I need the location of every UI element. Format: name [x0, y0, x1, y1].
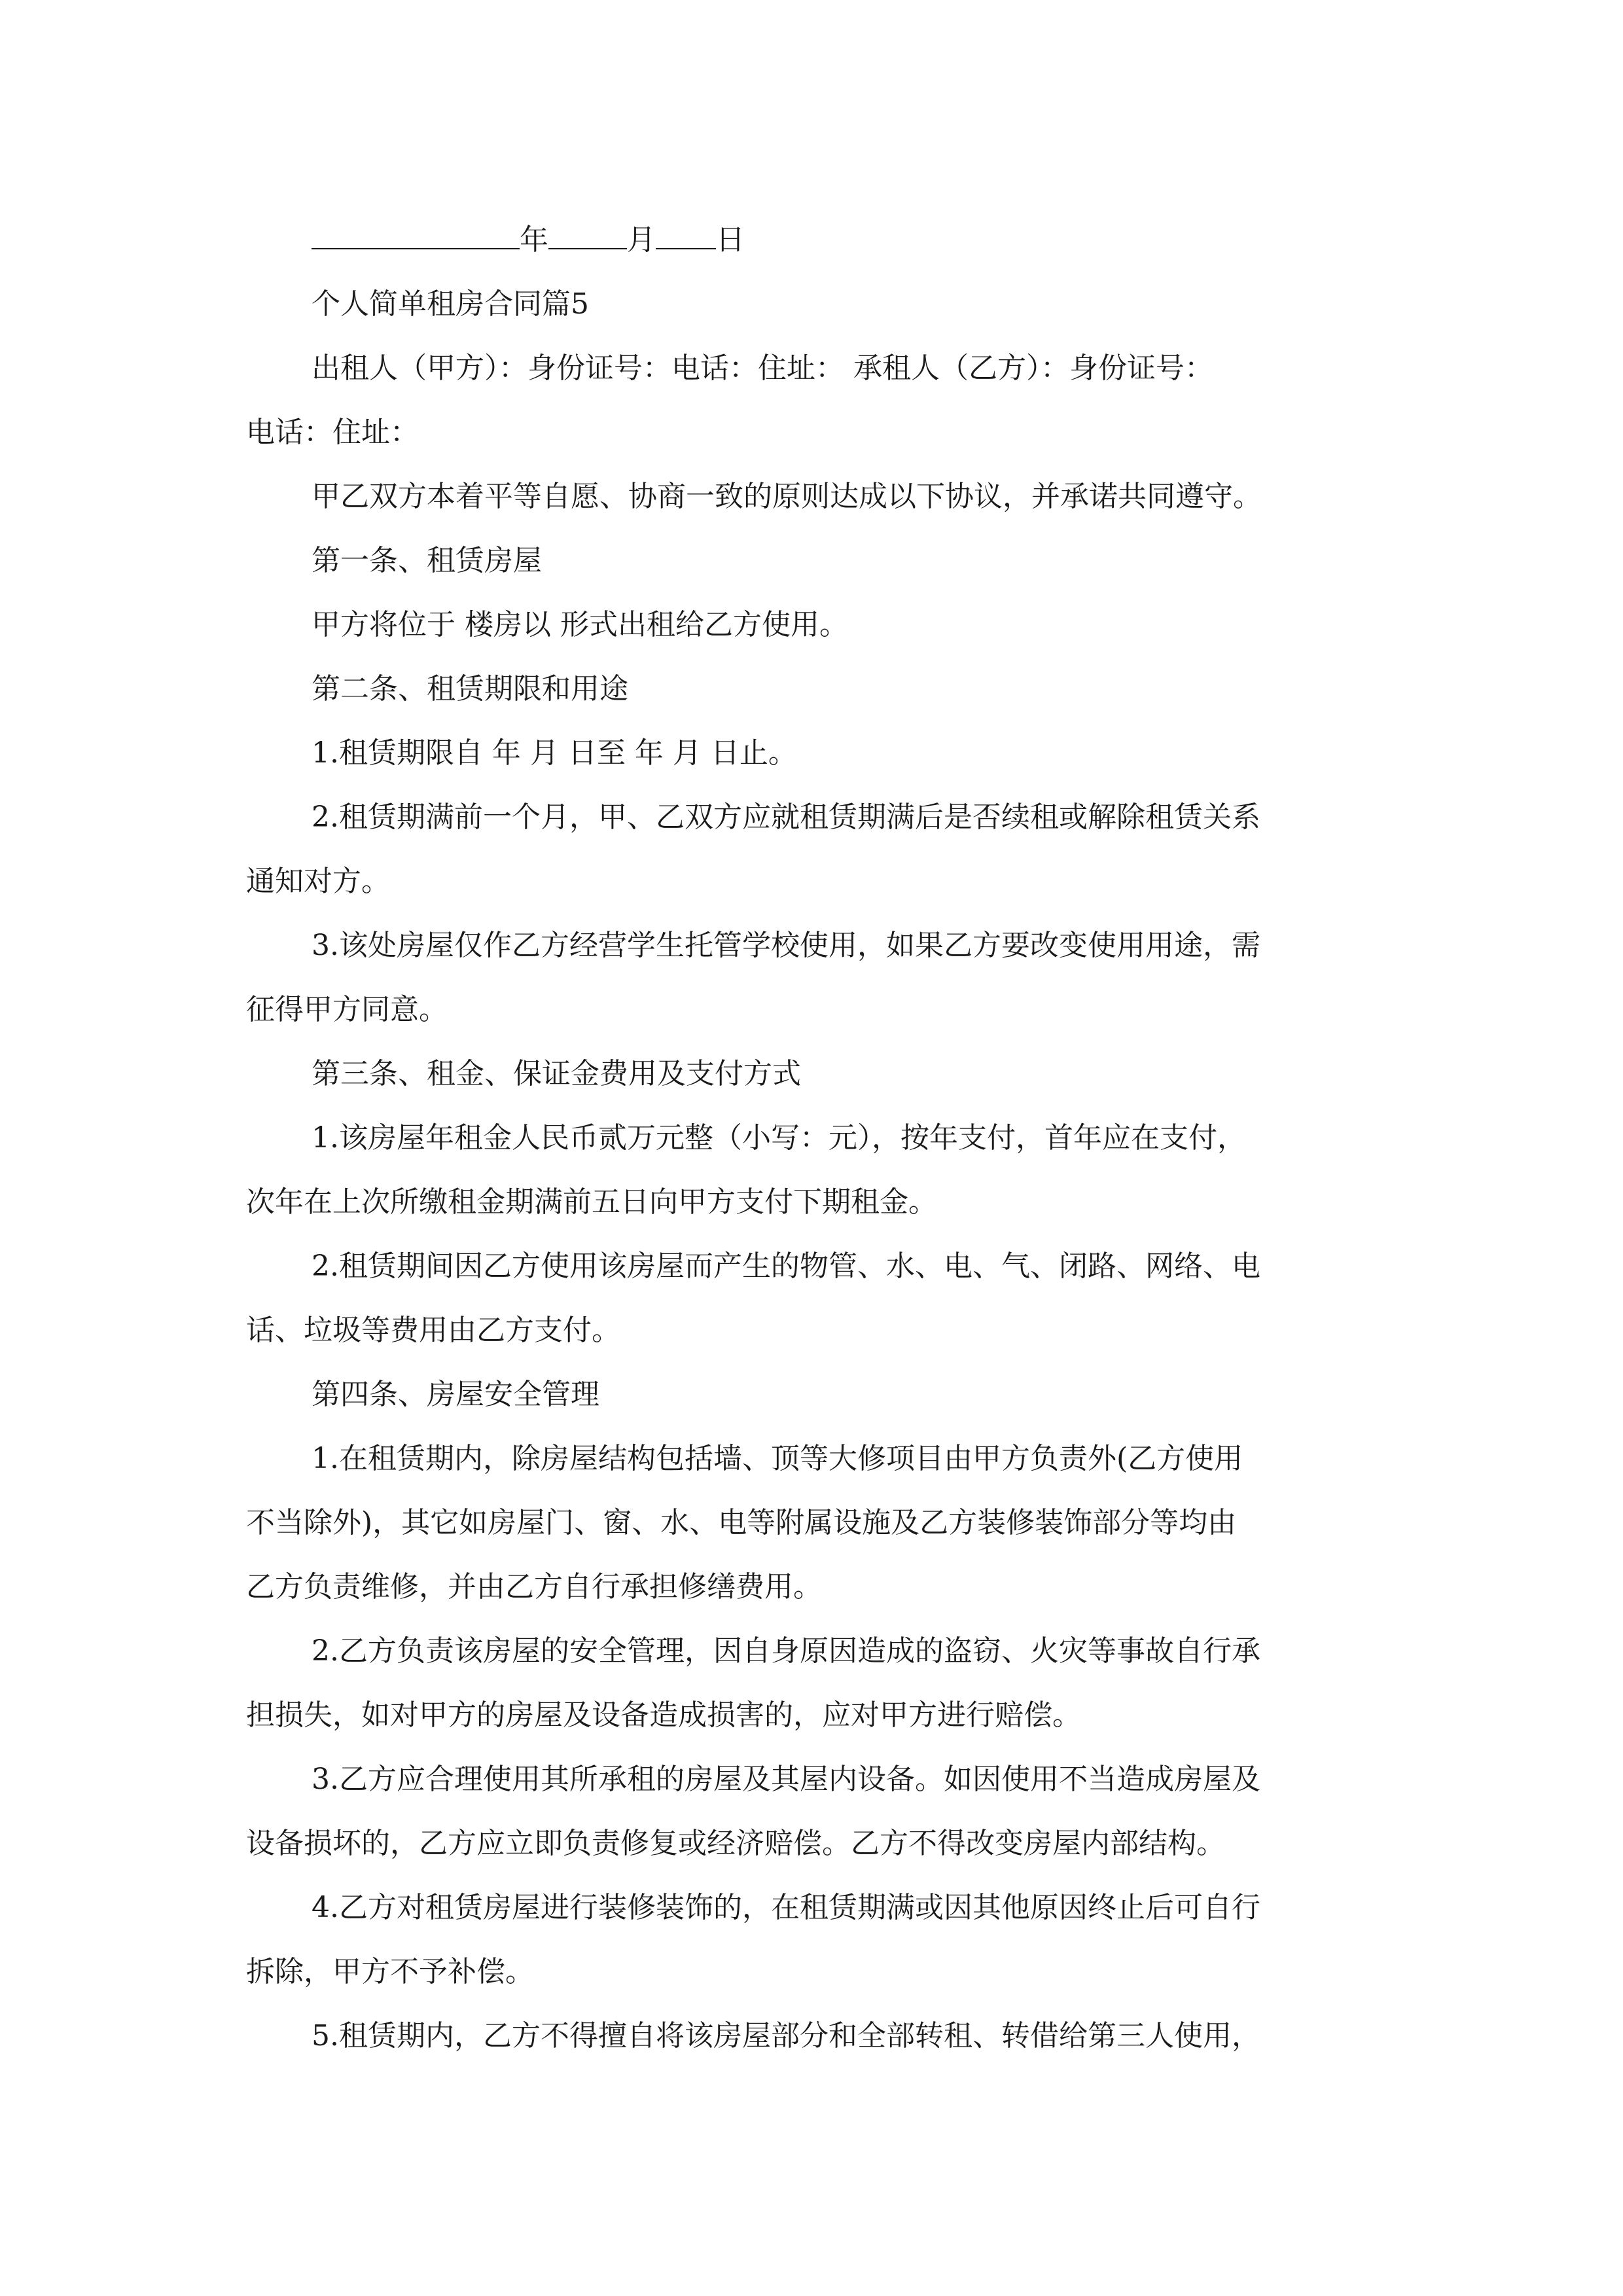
article-3-item-1-cont: 次年在上次所缴租金期满前五日向甲方支付下期租金。	[246, 1185, 937, 1219]
article-4-item-2-cont: 担损失，如对甲方的房屋及设备造成损害的，应对甲方进行赔偿。	[246, 1698, 1081, 1732]
party-info-line: 出租人（甲方）：身份证号：电话：住址： 承租人（乙方）：身份证号：	[312, 351, 1213, 385]
article-2-item-2: 2.租赁期满前一个月，甲、乙双方应就租赁期满后是否续租或解除租赁关系	[312, 800, 1260, 834]
article-2-heading: 第二条、租赁期限和用途	[312, 672, 628, 706]
article-4-item-4: 4.乙方对租赁房屋进行装修装饰的，在租赁期满或因其他原因终止后可自行	[312, 1891, 1260, 1924]
article-2-item-3-cont: 征得甲方同意。	[246, 993, 448, 1026]
contract-title: 个人简单租房合同篇5	[312, 287, 589, 321]
document-body	[246, 208, 1378, 2068]
article-3-item-1: 1.该房屋年租金人民币贰万元整（小写：元），按年支付，首年应在支付，	[312, 1121, 1246, 1155]
article-4-item-5: 5.租赁期内，乙方不得擅自将该房屋部分和全部转租、转借给第三人使用，	[312, 2019, 1260, 2053]
article-2-item-1: 1.租赁期限自 年 月 日至 年 月 日止。	[312, 736, 797, 770]
article-4-item-1: 1.在租赁期内，除房屋结构包括墙、顶等大修项目由甲方负责外(乙方使用	[312, 1442, 1243, 1475]
article-3-item-2-cont: 话、垃圾等费用由乙方支付。	[246, 1314, 620, 1347]
year-blank	[312, 222, 520, 249]
month-blank	[548, 222, 627, 249]
party-info-line-cont: 电话：住址：	[246, 416, 419, 449]
article-4-item-1-cont-a: 不当除外)，其它如房屋门、窗、水、电等附属设施及乙方装修装饰部分等均由	[246, 1506, 1237, 1539]
article-3-heading: 第三条、租金、保证金费用及支付方式	[312, 1057, 801, 1090]
year-label: 年	[520, 223, 548, 257]
month-label: 月	[627, 223, 656, 257]
article-4-item-4-cont: 拆除，甲方不予补偿。	[246, 1955, 534, 1988]
day-label: 日	[716, 223, 745, 257]
article-4-heading: 第四条、房屋安全管理	[312, 1378, 599, 1411]
article-4-item-3-cont: 设备损坏的，乙方应立即负责修复或经济赔偿。乙方不得改变房屋内部结构。	[246, 1827, 1225, 1860]
article-4-item-1-cont-b: 乙方负责维修，并由乙方自行承担修缮费用。	[246, 1570, 822, 1604]
agreement-preamble: 甲乙双方本着平等自愿、协商一致的原则达成以下协议，并承诺共同遵守。	[312, 480, 1262, 513]
article-2-item-2-cont: 通知对方。	[246, 865, 390, 898]
article-4-item-3: 3.乙方应合理使用其所承租的房屋及其屋内设备。如因使用不当造成房屋及	[312, 1763, 1260, 1796]
article-1-text: 甲方将位于 楼房以 形式出租给乙方使用。	[312, 608, 848, 641]
article-3-item-2: 2.租赁期间因乙方使用该房屋而产生的物管、水、电、气、闭路、网络、电	[312, 1249, 1260, 1283]
signature-date-line	[246, 208, 1378, 272]
article-4-item-2: 2.乙方负责该房屋的安全管理，因自身原因造成的盗窃、火灾等事故自行承	[312, 1634, 1260, 1668]
article-1-heading: 第一条、租赁房屋	[312, 544, 542, 577]
article-2-item-3: 3.该处房屋仅作乙方经营学生托管学校使用，如果乙方要改变使用用途，需	[312, 929, 1260, 962]
day-blank	[656, 222, 716, 249]
